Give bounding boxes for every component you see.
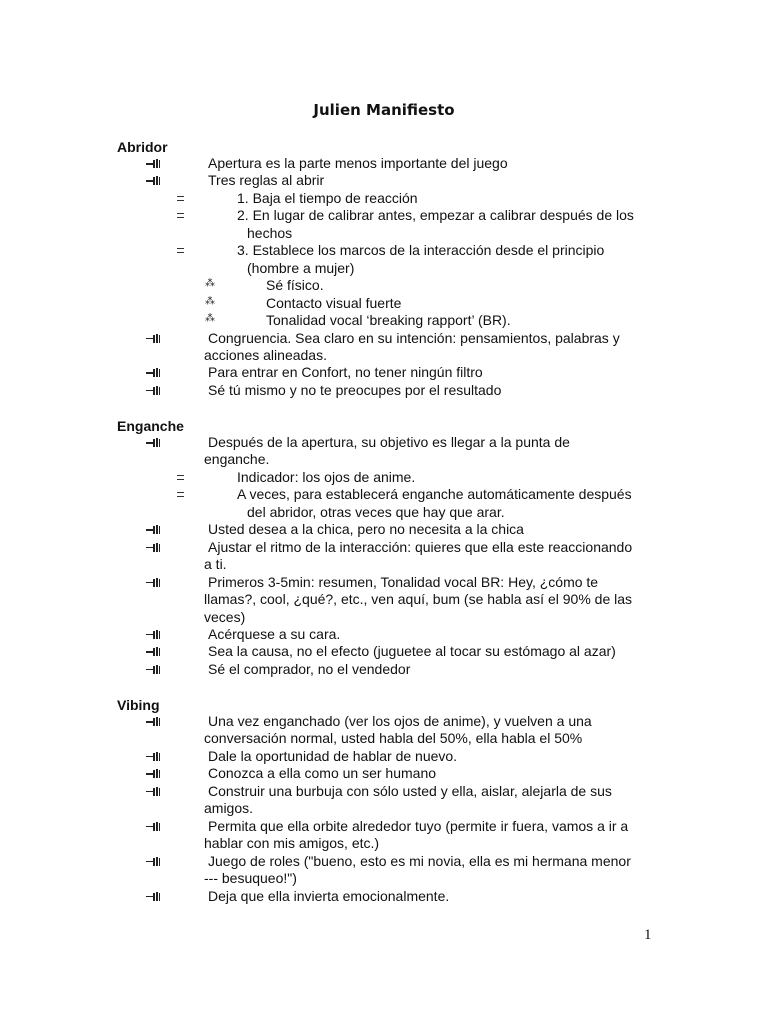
list-item-text: hablar con mis amigos, etc.) [204, 835, 380, 852]
list-item-text: veces) [204, 608, 246, 625]
list-item-text: Congruencia. Sea claro en su intención: pensamientos, palabras y [208, 329, 620, 346]
list-item-text: --- besuqueo!") [204, 870, 297, 887]
list-item-text: Indicador: los ojos de anime. [237, 468, 416, 485]
hand-pointer-icon [146, 717, 160, 726]
list-item-text: Conozca a ella como un ser humano [208, 765, 437, 782]
hand-pointer-icon [146, 386, 160, 395]
hand-pointer-icon [146, 438, 160, 447]
list-item-text: Ajustar el ritmo de la interacción: quieres que ella este reaccionando [208, 538, 633, 555]
list-item-text: Sea la causa, no el efecto (juguetee al tocar su estómago al azar) [208, 643, 616, 660]
list-item-text: Juego de roles ("bueno, esto es mi novia, ella es mi hermana menor [208, 852, 631, 869]
list-item-text: amigos. [204, 800, 254, 817]
list-item-text: Deja que ella invierta emocionalmente. [208, 887, 450, 904]
asterisk-icon: ⁂ [205, 295, 215, 307]
hand-pointer-icon [146, 525, 160, 534]
equals-sign-icon [177, 492, 184, 497]
section-heading: Abridor [117, 139, 168, 155]
hand-pointer-icon [146, 630, 160, 639]
list-item-text: Tonalidad vocal ‘breaking rapport’ (BR). [266, 312, 511, 329]
list-item-text: Permita que ella orbite alrededor tuyo (permite ir fuera, vamos a ir a [208, 817, 629, 834]
list-item-text: acciones alineadas. [204, 346, 327, 363]
hand-pointer-icon [146, 334, 160, 343]
list-item-text: Tres reglas al abrir [208, 172, 325, 189]
document-title: Julien Manifiesto [313, 101, 455, 119]
list-item-text: A veces, para establecerá enganche automáticamente después [237, 486, 632, 503]
list-item-text: hechos [247, 224, 293, 241]
hand-pointer-icon [146, 769, 160, 778]
list-item-text: Primeros 3-5min: resumen, Tonalidad vocal BR: Hey, ¿cómo te [208, 573, 599, 590]
list-item-text: Sé el comprador, no el vendedor [208, 660, 411, 677]
list-item-text: enganche. [204, 451, 270, 468]
list-item-text: Después de la apertura, su objetivo es llegar a la punta de [208, 434, 570, 450]
hand-pointer-icon [146, 857, 160, 866]
hand-pointer-icon [146, 368, 160, 377]
list-item-text: Sé físico. [266, 277, 324, 294]
list-item-text: Para entrar en Confort, no tener ningún filtro [208, 364, 483, 381]
hand-pointer-icon [146, 752, 160, 761]
list-item-text: Contacto visual fuerte [266, 294, 402, 311]
equals-sign-icon [177, 196, 184, 201]
page-number: 1 [644, 927, 652, 943]
asterisk-icon: ⁂ [205, 313, 215, 325]
list-item-text: Apertura es la parte menos importante del juego [208, 155, 508, 171]
equals-sign-icon [177, 475, 184, 480]
section-heading: Vibing [117, 697, 160, 713]
list-item-text: Una vez enganchado (ver los ojos de anime), y vuelven a una [208, 713, 592, 729]
list-item-text: 3. Establece los marcos de la interacción desde el principio [237, 242, 605, 259]
hand-pointer-icon [146, 176, 160, 185]
hand-pointer-icon [146, 543, 160, 552]
list-item-text: Construir una burbuja con sólo usted y ella, aislar, alejarla de sus [208, 782, 612, 799]
list-item-text: llamas?, cool, ¿qué?, etc., ven aquí, bum (se habla así el 90% de las [204, 591, 633, 608]
hand-pointer-icon [146, 578, 160, 587]
list-item-text: Dale la oportunidad de hablar de nuevo. [208, 747, 458, 764]
list-item-text: conversación normal, usted habla del 50%, ella habla el 50% [204, 730, 583, 747]
list-item-text: del abridor, otras veces que hay que arar. [247, 503, 505, 520]
hand-pointer-icon [146, 892, 160, 901]
equals-sign-icon [177, 248, 184, 253]
list-item-text: 2. En lugar de calibrar antes, empezar a calibrar después de los [237, 207, 634, 224]
asterisk-icon: ⁂ [205, 278, 215, 290]
list-item-text: 1. Baja el tiempo de reacción [237, 189, 418, 206]
list-item-text: a ti. [204, 556, 227, 573]
hand-pointer-icon [146, 159, 160, 168]
list-item-text: (hombre a mujer) [247, 259, 355, 276]
hand-pointer-icon [146, 647, 160, 656]
section-heading: Enganche [117, 418, 184, 434]
equals-sign-icon [177, 213, 184, 218]
hand-pointer-icon [146, 822, 160, 831]
list-item-text: Acérquese a su cara. [208, 625, 341, 642]
hand-pointer-icon [146, 787, 160, 796]
list-item-text: Usted desea a la chica, pero no necesita a la chica [208, 521, 524, 538]
hand-pointer-icon [146, 665, 160, 674]
list-item-text: Sé tú mismo y no te preocupes por el resultado [208, 381, 502, 398]
